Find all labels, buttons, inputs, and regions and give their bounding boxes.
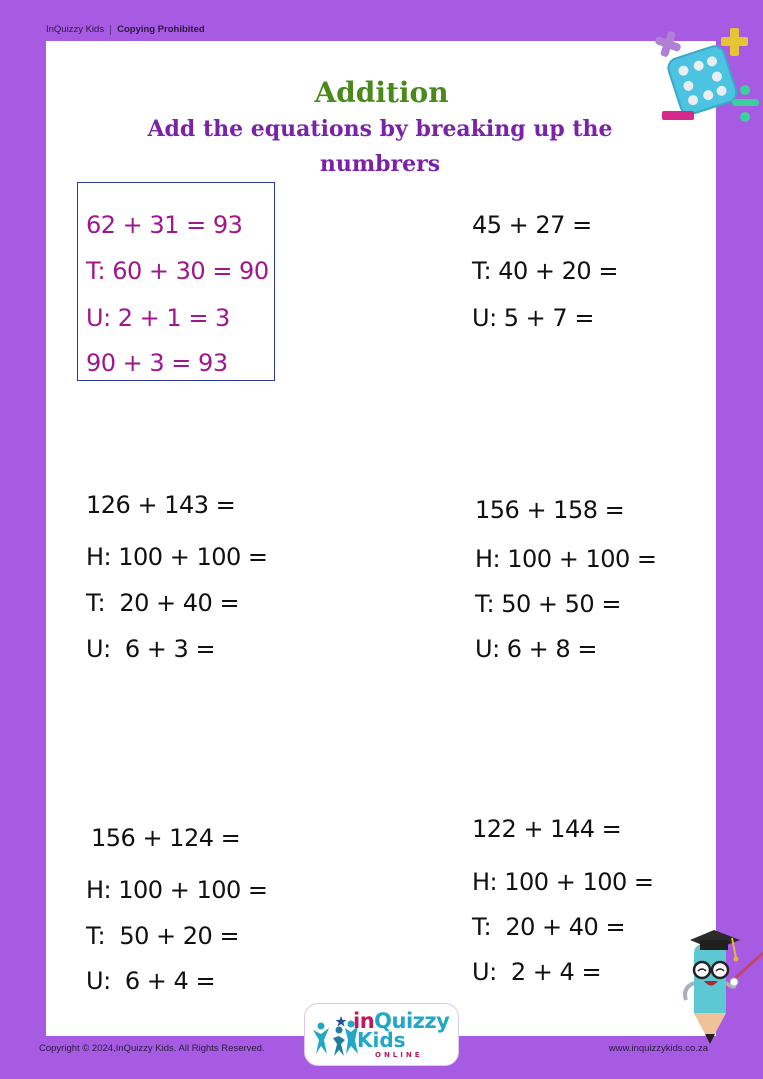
- worksheet-instruction: Add the equations by breaking up the numbrers: [147, 116, 613, 177]
- problem-2-units: U: 6 + 3 =: [86, 635, 216, 663]
- example-line: 90 + 3 = 93: [86, 349, 228, 377]
- problem-1-question: 45 + 27 =: [472, 211, 592, 239]
- problem-2-question: 126 + 143 =: [86, 491, 236, 519]
- problem-4-question: 156 + 124 =: [91, 824, 241, 852]
- example-line: U: 2 + 1 = 3: [86, 304, 230, 332]
- problem-3-question: 156 + 158 =: [475, 496, 625, 524]
- copyright-text: Copyright © 2024,InQuizzy Kids. All Rights Reserved.: [39, 1043, 265, 1054]
- problem-1-units: U: 5 + 7 =: [472, 304, 594, 332]
- header-bar: [46, 24, 205, 35]
- example-line: 62 + 31 = 93: [86, 211, 243, 239]
- problem-3-units: U: 6 + 8 =: [475, 635, 597, 663]
- problem-5-question: 122 + 144 =: [472, 815, 622, 843]
- example-line: T: 60 + 30 = 90: [86, 257, 269, 285]
- header-brand: InQuizzy Kids: [46, 24, 105, 35]
- logo-wordmark-line2: Kids: [357, 1028, 406, 1052]
- logo-wordmark-line3: ONLINE: [375, 1051, 423, 1059]
- problem-2-tens: T: 20 + 40 =: [86, 589, 240, 617]
- problem-3-tens: T: 50 + 50 =: [475, 590, 621, 618]
- pencil-graduate-mascot-icon: [674, 918, 763, 1048]
- inquizzy-kids-logo: [304, 1003, 459, 1066]
- website-link[interactable]: www.inquizzykids.co.za: [608, 1043, 708, 1054]
- problem-3-hundreds: H: 100 + 100 =: [475, 545, 657, 573]
- dice-with-math-symbols-icon: [648, 24, 763, 129]
- problem-5-units: U: 2 + 4 =: [472, 958, 602, 986]
- problem-4-units: U: 6 + 4 =: [86, 967, 216, 995]
- header-divider: [110, 25, 111, 35]
- problem-5-hundreds: H: 100 + 100 =: [472, 868, 654, 896]
- kids-figures-icon: [311, 1012, 359, 1060]
- problem-1-tens: T: 40 + 20 =: [472, 257, 618, 285]
- problem-4-tens: T: 50 + 20 =: [86, 922, 240, 950]
- problem-5-tens: T: 20 + 40 =: [472, 913, 626, 941]
- logo-wordmark-line1: inQuizzy: [353, 1009, 450, 1033]
- copy-notice: Copying Prohibited: [117, 24, 205, 35]
- worksheet-title: Addition: [314, 76, 449, 109]
- problem-2-hundreds: H: 100 + 100 =: [86, 543, 268, 571]
- problem-4-hundreds: H: 100 + 100 =: [86, 876, 268, 904]
